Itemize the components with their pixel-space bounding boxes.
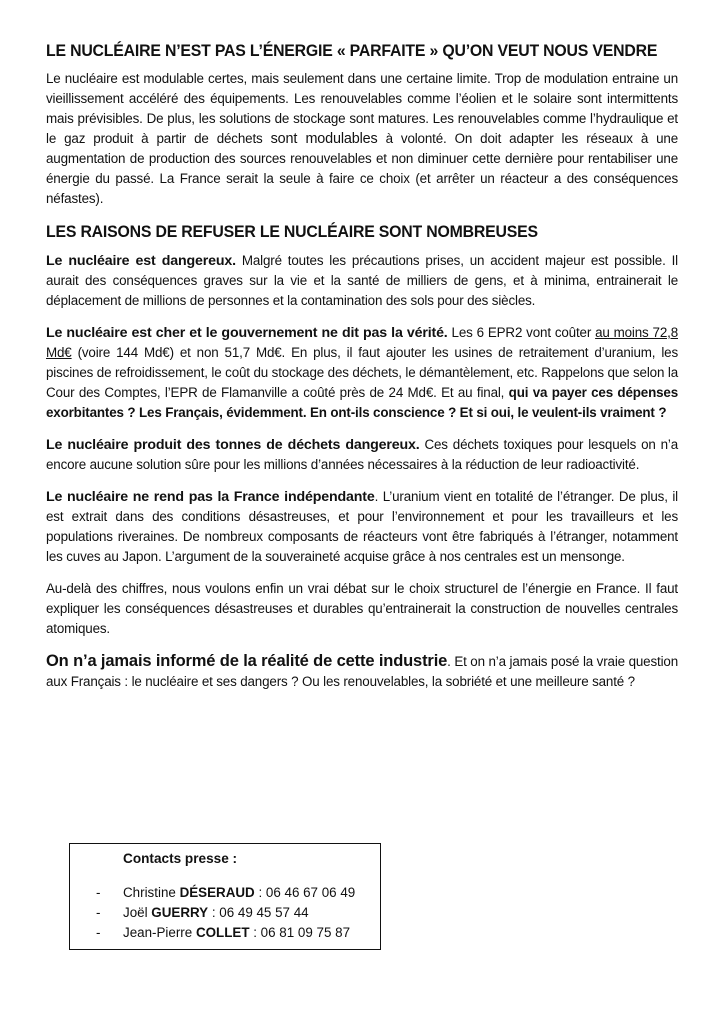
contact-phone: : 06 49 45 57 44: [208, 905, 309, 920]
paragraph-waste: [46, 435, 678, 475]
paragraph-text: Le nucléaire est modulable certes, mais seulement dans une certaine limite. Trop de modulation entraine un vieillissement accéléré des équipements. Les renouvelables comme l’éolien et le solaire sont intermittents mais prévisibles. De plus, les solutions de stockage sont matures. Les renouvelables comme l’hydraulique et le gaz produit à partir de déchets: [46, 71, 678, 146]
contact-last-name: GUERRY: [151, 905, 209, 920]
contact-first-name: Christine: [123, 885, 180, 900]
section-heading-energie-parfaite: LE NUCLÉAIRE N’EST PAS L’ÉNERGIE « PARFAITE » QU’ON VEUT NOUS VENDRE: [46, 42, 658, 60]
paragraph-debate: Au-delà des chiffres, nous voulons enfin un vrai débat sur le choix structurel de l’énergie en France. Il faut expliquer les conséquences désastreuses et durables qu’entrainerait la construction de nouvelles centrales atomiques.: [46, 581, 678, 636]
press-contacts-box: [69, 843, 381, 950]
paragraph-modulation: [46, 69, 678, 209]
contact-last-name: DÉSERAUD: [179, 885, 255, 900]
paragraph-conclusion: [46, 651, 678, 692]
contact-item: [70, 923, 380, 943]
paragraph-text: Ces déchets toxiques pour lesquels on n’a encore aucune solution sûre pour les millions d’années nécessaires à la réduction de leur radioactivité.: [46, 437, 679, 472]
contact-first-name: Joël: [123, 905, 152, 920]
paragraph-text: . L’uranium vient en totalité de l’étranger. De plus, il est extrait dans des conditions désastreuses, et pour l’environnement et pour les travailleurs et les populations riveraines. De nombreux composants de réacteurs vont être fabriqués à l’étranger, notamment les cuves au Japon. L’argument de la souveraineté acquise grâce à nos centrales est un mensonge.: [46, 489, 678, 564]
section-heading-raisons: LES RAISONS DE REFUSER LE NUCLÉAIRE SONT NOMBREUSES: [46, 223, 538, 241]
list-dash: -: [96, 925, 101, 940]
paragraph-danger: [46, 251, 678, 311]
paragraph-cost: [46, 323, 678, 423]
underlined-figure: au moins 72,8 Md€: [46, 325, 678, 360]
paragraph-text: (voire 144 Md€) et non 51,7 Md€. En plus, il faut ajouter les usines de retraitement d’uranium, les piscines de refroidissement, le coût du stockage des déchets, le démantèlement, etc. Rappelons que selon la Cour des Comptes, l’EPR de Flamanville a coûté près de 24 Md€. Et au final,: [46, 345, 678, 400]
paragraph-text: Les 6 EPR2 vont coûter: [447, 325, 596, 340]
list-dash: -: [96, 905, 101, 920]
paragraph-lead: Le nucléaire ne rend pas la France indépendante: [46, 489, 375, 505]
list-dash: -: [96, 885, 101, 900]
paragraph-text: . Et on n’a jamais posé la vraie question aux Français : le nucléaire et ses dangers ? Ou les renouvelables, la sobriété et une meilleure santé ?: [46, 654, 678, 689]
document-body: [46, 40, 678, 704]
contact-phone: : 06 46 67 06 49: [254, 885, 356, 900]
emphasis-text: sont modulables: [270, 131, 378, 147]
paragraph-lead: On n’a jamais informé de la réalité de cette industrie: [46, 652, 448, 670]
press-contacts-title: Contacts presse :: [123, 851, 238, 866]
press-contacts-list: [70, 883, 380, 943]
contact-phone: : 06 81 09 75 87: [249, 925, 351, 940]
paragraph-text: à volonté. On doit adapter les réseaux à une augmentation de production des sources renouvelables et non diminuer cette dernière pour rentabiliser une énergie du passé. La France serait la seule à faire ce choix (et arrêter un réacteur a des conséquences néfastes).: [46, 131, 679, 206]
contact-item: [70, 903, 380, 923]
contact-last-name: COLLET: [195, 925, 250, 940]
paragraph-text: Malgré toutes les précautions prises, un accident majeur est possible. Il aurait des conséquences graves sur la vie et la santé de milliers de gens, et à minima, entrainerait le déplacement de millions de personnes et la contamination des sols pour des siècles.: [46, 253, 678, 308]
paragraph-independence: [46, 487, 678, 567]
paragraph-lead: Le nucléaire est cher et le gouvernement ne dit pas la vérité.: [46, 325, 448, 341]
contact-item: [70, 883, 380, 903]
paragraph-lead: Le nucléaire produit des tonnes de déchets dangereux.: [46, 437, 420, 453]
contact-first-name: Jean-Pierre: [123, 925, 196, 940]
paragraph-lead: Le nucléaire est dangereux.: [46, 253, 236, 269]
bold-question: qui va payer ces dépenses exorbitantes ? Les Français, évidemment. En ont-ils conscience ? Et si oui, le veulent-ils vraiment ?: [46, 385, 678, 420]
